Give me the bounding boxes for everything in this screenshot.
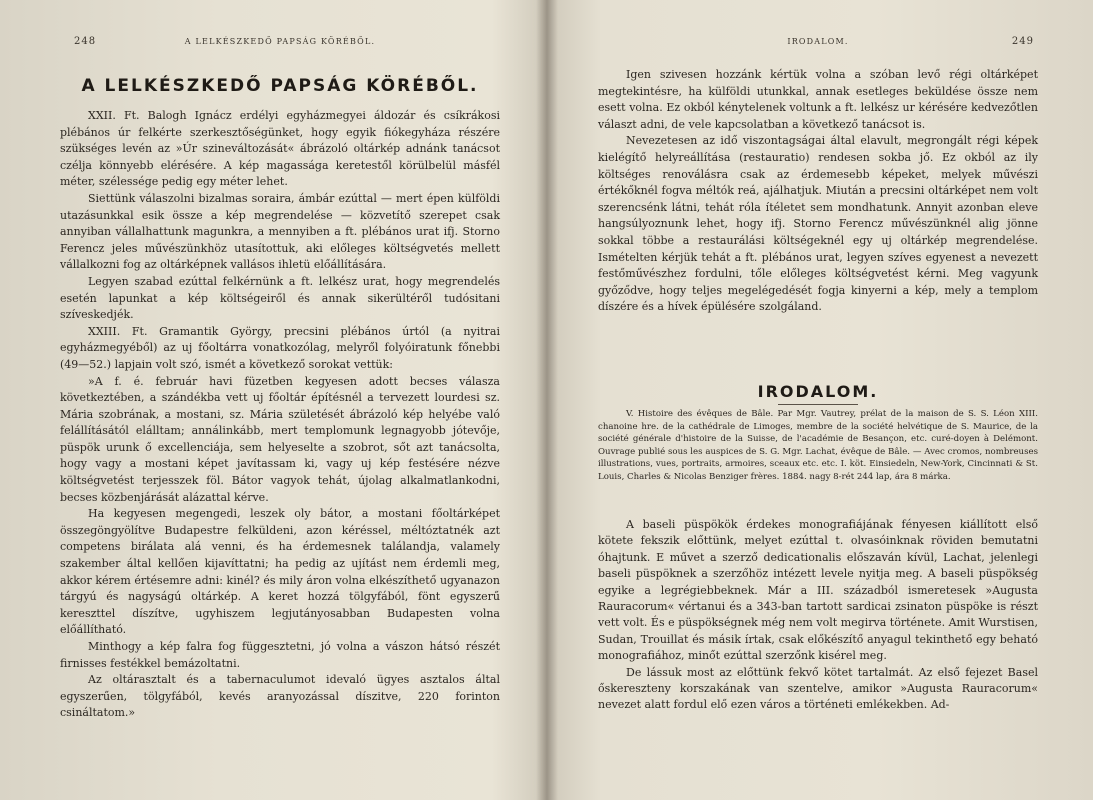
paragraph: Ha kegyesen megengedi, leszek oly bátor, a mostani főoltárképet összegöngyölítve Budapestre felküldeni, azon kéréssel, méltóztatnék azt competens birálata alá venni, és ha érdemesnek találandja, valamely szakember által kellően kijavíttatni; ha pedig az ujítást nem érdemli meg, akkor kérem értésemre adni: kinél? és mily áron volna elkészíthető ugyanazon tárgyú és nagyságú oltárkép. A keret hozzá tölgyfából, fönt egyszerű kereszttel díszítve, ugyhiszem legjutányosabban Budapesten volna előállítható.	[60, 507, 500, 637]
review-body	[598, 517, 1038, 714]
book-gutter	[536, 0, 558, 800]
bibliography-text: V. Histoire des évêques de Bâle. Par Mgr. Vautrey, prélat de la maison de S. S. Léon XIII. chanoine hre. de la cathédrale de Limoges, membre de la société helvétique de S. Maurice, de la société générale d'histoire de la Suisse, de l'académie de Besançon, etc. curé-doyen à Delémont. Ouvrage publié sous les auspices de S. G. Mgr. Lachat, évêque de Bâle. — Avec cromos, nombreuses illustrations, vues, portraits, armoires, sceaux etc. etc. I. köt. Einsiedeln, New-York, Cincinnati & St. Louis, Charles & Nicolas Benziger frères. 1884. nagy 8-rét 244 lap, ára 8 márka.	[598, 409, 1038, 482]
paragraph: Igen szivesen hozzánk kértük volna a szóban levő régi oltárképet megtekintésre, ha külföldi utunkkal, annak esetleges beküldése össze nem esett volna. Ez okból kénytelenek voltunk a ft. lelkész ur kérésére kedvezőtlen választ adni, de vele kapcsolatban a következő tanácsot is.	[598, 68, 1038, 131]
running-head: IRODALOM.	[787, 37, 849, 46]
paragraph: Az oltárasztalt és a tabernaculumot idevaló ügyes asztalos által egyszerűen, tölgyfából, kevés aranyozással díszitve, 220 forinton csináltatom.»	[60, 673, 500, 720]
right-running-header	[598, 36, 1038, 50]
left-page	[60, 0, 500, 800]
section-divider	[778, 404, 858, 405]
paragraph: Legyen szabad ezúttal felkérnünk a ft. lelkész urat, hogy megrendelés esetén lapunkat a kép költségeiről és annak sikerültéről tudósitani szíveskedjék.	[60, 274, 500, 322]
page-number: 249	[1011, 36, 1034, 47]
right-page	[598, 0, 1038, 800]
paragraph: Siettünk válaszolni bizalmas soraira, ámbár ezúttal — mert épen külföldi utazásunkkal esik össze a kép megrendelése — közvetítő szerepet csak annyiban vállalhattunk magunkra, a mennyiben a ft. plébános urat ifj. Storno Ferencz jeles művészünkhöz utasítottuk, aki előleges költségvetés mellett vállalkozni fog az oltárképnek vallásos ihletü előállítására.	[60, 191, 500, 272]
paragraph: De lássuk most az előttünk fekvő kötet tartalmát. Az első fejezet Basel őskereszteny korszakának van szentelve, amikor »Augusta Rauracorum« nevezet alatt fordul elő ezen város a történeti emlékekben. Ad-	[598, 665, 1038, 712]
bibliography-entry	[598, 408, 1038, 484]
paragraph: XXIII. Ft. Gramantik György, precsini plébános úrtól (a nyitrai egyházmegyéből) az uj főoltárra vonatkozólag, melyről folyóiratunk főnebbi (49—52.) lapjain volt szó, ismét a következő sorokat vettük:	[60, 324, 500, 371]
paragraph: »A f. é. február havi füzetben kegyesen adott becses válasza következtében, a szándékba vett uj főoltár építésnél a tervezett lourdesi sz. Mária szobrának, a mostani, sz. Mária születését ábrázoló kép helyébe való felállításától elálltam; annálinkább, mert templomunk legnagyobb jótevője, püspök urunk ő excellenciája, sem helyeselte a szobrot, sőt azt tanácsolta, hogy vagy a mostani képet javítassam ki, vagy uj kép festésére nézve költségvetést terjesszek föl. Bátor vagyok tehát, újolag alkalmatlankodni, becses közbenjárását alázattal kérve.	[60, 374, 500, 504]
paragraph: A baseli püspökök érdekes monografiájának fényesen kiállított első kötete fekszik előttünk, melyet ezúttal t. olvasóinknak röviden bemutatni óhajtunk. E művet a szerző dedicationalis előszaván kívül, Lachat, jelenlegi baseli püspöknek a szerzőhöz intézett levele nyitja meg. A baseli püspökség egyike a legrégiebbeknek. Már a III. századból ismeretesek »Augusta Rauracorum« vértanui és a 343-ban tartott sardicai zsinaton püspöke is részt vett volt. És e püspökségnek még nem volt megirva története. Amit Wurstisen, Sudan, Trouillat és másik írtak, csak előkészítő anyagul tekinthető egy beható monografiához, minőt ezúttal szerzőnk kisérel meg.	[598, 518, 1038, 663]
page-number: 248	[74, 36, 97, 47]
article-body	[60, 108, 500, 722]
section-title: IRODALOM.	[757, 382, 879, 401]
continued-article-body	[598, 67, 1038, 316]
paragraph: XXII. Ft. Balogh Ignácz erdélyi egyházmegyei áldozár és csíkrákosi plébános úr felkérte szerkesztőségünket, hogy egyik fiókegyháza részére szükséges levén az »Úr szineváltozását« ábrázoló oltárkép adnánk tanácsot czélja könnyebb elérésére. A kép magassága keretestől körülbelül másfél méter, szélessége pedig egy méter lehet.	[60, 109, 500, 189]
article-title: A LELKÉSZKEDŐ PAPSÁG KÖRÉBŐL.	[81, 76, 479, 96]
left-running-header	[60, 36, 500, 50]
running-head: A LELKÉSZKEDŐ PAPSÁG KÖRÉBŐL.	[184, 37, 376, 46]
paragraph: Nevezetesen az idő viszontagságai által elavult, megrongált régi képek kielégítő helyreállítása (restauratio) rendesen sokba jő. Ez okból az ily költséges renoválásra csak az érdemesebb képeket, melyek művészi értékőknél fogva méltók reá, ajálhatjuk. Miután a precsini oltárképet nem volt szerencsénk látni, tehát róla ítéletet sem mondhatunk. Annyit azonban eleve hangsúlyoznunk lehet, hogy ifj. Storno Ferencz művészünknél alig jönne sokkal többe a restaurálási költségeknél egy uj oltárkép megrendelése. Ismételten kérjük tehát a ft. plébános urat, legyen szíves egyenest a nevezett festőművészhez fordulni, tőle előleges költségvetést kérni. Meg vagyunk győződve, hogy teljes megelégedését fogja kinyerni a kép, mely a templom díszére és a hívek épülésére szolgáland.	[598, 134, 1038, 314]
paragraph: Minthogy a kép falra fog függesztetni, jó volna a vászon hátsó részét firnisses festékkel bemázoltatni.	[60, 640, 500, 670]
